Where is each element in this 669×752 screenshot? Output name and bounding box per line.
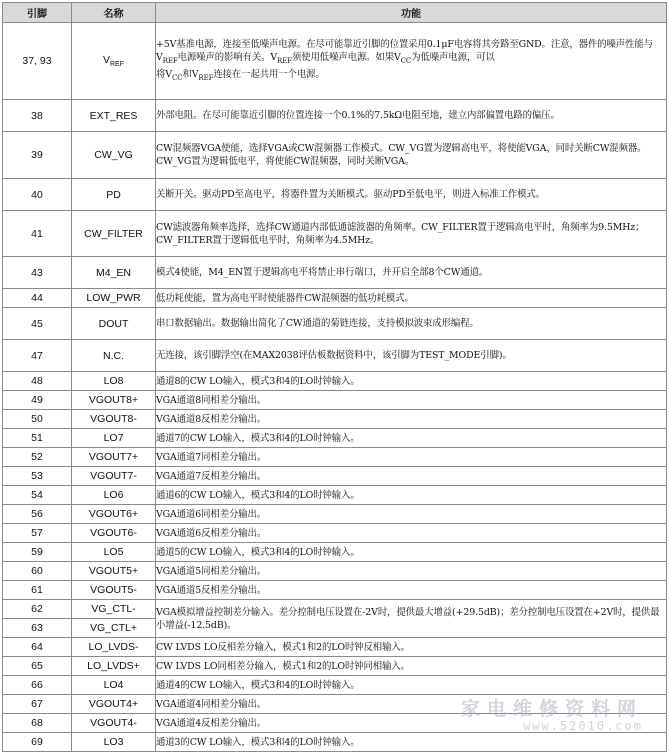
pin-name: VGOUT4- [72, 714, 156, 733]
pin-function: VGA通道7同相差分输出。 [156, 448, 667, 467]
pin-function: VGA通道7反相差分输出。 [156, 467, 667, 486]
pin-name: VGOUT8+ [72, 391, 156, 410]
pin-number: 68 [3, 714, 72, 733]
table-row [3, 562, 667, 581]
pin-name: $V_{REF}$ [72, 23, 156, 100]
pin-number: 41 [3, 211, 72, 257]
pin-name: VGOUT7+ [72, 448, 156, 467]
pin-function: VGA通道5同相差分输出。 [156, 562, 667, 581]
pin-number: 53 [3, 467, 72, 486]
pin-name: LO8 [72, 372, 156, 391]
table-row [3, 132, 667, 179]
pin-name: LOW_PWR [72, 289, 156, 308]
table-row [3, 448, 667, 467]
pin-number: 45 [3, 308, 72, 340]
pin-description-table [2, 2, 667, 752]
table-row [3, 524, 667, 543]
pin-function: 通道4的CW LO输入，模式3和4的LO时钟输入。 [156, 676, 667, 695]
watermark-title: 家电维修资料网 [460, 698, 643, 720]
header-function: 功能 [156, 3, 667, 23]
pin-name: VGOUT5- [72, 581, 156, 600]
pin-name: LO3 [72, 733, 156, 752]
pin-number: 69 [3, 733, 72, 752]
pin-function: CW滤波器角频率选择，选择CW通道内部低通滤波器的角频率。CW_FILTER置于逻辑高电平时，角频率为9.5MHz；CW_FILTER置于逻辑低电平时，角频率为4.5MHz。 [156, 211, 667, 257]
table-row [3, 372, 667, 391]
table-row [3, 340, 667, 372]
pin-number: 37, 93 [3, 23, 72, 100]
pin-function: 通道3的CW LO输入，模式3和4的LO时钟输入。 [156, 733, 667, 752]
header-name: 名称 [72, 3, 156, 23]
table-row [3, 733, 667, 752]
table-row [3, 581, 667, 600]
pin-number: 50 [3, 410, 72, 429]
pin-function: CW LVDS LO反相差分输入，模式1和2的LO时钟反相输入。 [156, 638, 667, 657]
pin-name: DOUT [72, 308, 156, 340]
table-row [3, 429, 667, 448]
header-pin: 引脚 [3, 3, 72, 23]
pin-name: N.C. [72, 340, 156, 372]
pin-name: CW_FILTER [72, 211, 156, 257]
pin-number: 51 [3, 429, 72, 448]
pin-name: LO7 [72, 429, 156, 448]
table-row [3, 486, 667, 505]
table-row [3, 23, 667, 100]
pin-number: 43 [3, 257, 72, 289]
table-header-row [3, 3, 667, 23]
table-row [3, 543, 667, 562]
table-row [3, 638, 667, 657]
table-row [3, 657, 667, 676]
table-row [3, 467, 667, 486]
pin-number: 64 [3, 638, 72, 657]
pin-function: VGA通道6同相差分输出。 [156, 505, 667, 524]
pin-function: VGA通道5反相差分输出。 [156, 581, 667, 600]
pin-number: 40 [3, 179, 72, 211]
pin-number: 65 [3, 657, 72, 676]
pin-number: 52 [3, 448, 72, 467]
pin-number: 63 [3, 619, 72, 638]
pin-function: VGA通道6反相差分输出。 [156, 524, 667, 543]
pin-name: LO_LVDS+ [72, 657, 156, 676]
pin-name: EXT_RES [72, 100, 156, 132]
pin-function: 串口数据输出。数据输出简化了CW通道的菊链连接，支持模拟波束成形编程。 [156, 308, 667, 340]
pin-number: 47 [3, 340, 72, 372]
pin-number: 61 [3, 581, 72, 600]
table-row [3, 308, 667, 340]
pin-name: LO6 [72, 486, 156, 505]
table-row [3, 714, 667, 733]
pin-number: 56 [3, 505, 72, 524]
pin-function: 通道5的CW LO输入，模式3和4的LO时钟输入。 [156, 543, 667, 562]
table-row [3, 100, 667, 132]
pin-number: 66 [3, 676, 72, 695]
pin-function: 通道7的CW LO输入，模式3和4的LO时钟输入。 [156, 429, 667, 448]
table-row [3, 695, 667, 714]
pin-name: VGOUT7- [72, 467, 156, 486]
pin-name: VG_CTL- [72, 600, 156, 619]
pin-function: 外部电阻。在尽可能靠近引脚的位置连接一个0.1%的7.5kΩ电阻至地，建立内部偏置电路的偏压。 [156, 100, 667, 132]
table-row [3, 257, 667, 289]
watermark-url: www.52010.com [523, 719, 643, 733]
pin-number: 57 [3, 524, 72, 543]
pin-function: 低功耗使能，置为高电平时使能器件CW混频器的低功耗模式。 [156, 289, 667, 308]
pin-name: VG_CTL+ [72, 619, 156, 638]
pin-name: LO_LVDS- [72, 638, 156, 657]
table-row [3, 391, 667, 410]
pin-number: 67 [3, 695, 72, 714]
pin-number: 48 [3, 372, 72, 391]
pin-function: CW LVDS LO同相差分输入，模式1和2的LO时钟同相输入。 [156, 657, 667, 676]
pin-function: 通道6的CW LO输入，模式3和4的LO时钟输入。 [156, 486, 667, 505]
pin-function: 通道8的CW LO输入，模式3和4的LO时钟输入。 [156, 372, 667, 391]
table-row [3, 289, 667, 308]
pin-name: VGOUT6+ [72, 505, 156, 524]
pin-number: 60 [3, 562, 72, 581]
pin-name: CW_VG [72, 132, 156, 179]
table-row [3, 600, 667, 619]
pin-function: 无连接，该引脚浮空(在MAX2038评估板数据资料中，该引脚为TEST_MODE引脚)。 [156, 340, 667, 372]
pin-function: VGA通道8同相差分输出。 [156, 391, 667, 410]
pin-name: LO4 [72, 676, 156, 695]
table-row [3, 211, 667, 257]
pin-function: CW混频器VGA使能，选择VGA或CW混频器工作模式。CW_VG置为逻辑高电平，将使能VGA，同时关断CW混频器。CW_VG置为逻辑低电平，将使能CW混频器，同时关断VGA。 [156, 132, 667, 179]
pin-name: VGOUT6- [72, 524, 156, 543]
pin-number: 38 [3, 100, 72, 132]
pin-function: VGA通道8反相差分输出。 [156, 410, 667, 429]
pin-function: 模式4使能，M4_EN置于逻辑高电平将禁止串行端口，并开启全部8个CW通道。 [156, 257, 667, 289]
pin-number: 39 [3, 132, 72, 179]
table-row [3, 179, 667, 211]
pin-number: 44 [3, 289, 72, 308]
pin-function: VGA通道4同相差分输出。 [156, 695, 667, 714]
table-row [3, 505, 667, 524]
pin-function: VGA通道4反相差分输出。 [156, 714, 667, 733]
pin-name: VGOUT4+ [72, 695, 156, 714]
pin-name: LO5 [72, 543, 156, 562]
pin-name: VGOUT5+ [72, 562, 156, 581]
pin-function: 关断开关。驱动PD至高电平，将器件置为关断模式。驱动PD至低电平，则进入标准工作模式。 [156, 179, 667, 211]
pin-number: 62 [3, 600, 72, 619]
pin-number: 49 [3, 391, 72, 410]
pin-name: PD [72, 179, 156, 211]
pin-function: VGA模拟增益控制差分输入。差分控制电压设置在-2V时，提供最大增益(+29.5dB)；差分控制电压设置在+2V时，提供最小增益(-12.5dB)。 [156, 600, 667, 638]
pin-number: 59 [3, 543, 72, 562]
pin-function: +5V基准电源，连接至低噪声电源。在尽可能靠近引脚的位置采用0.1μF电容将其旁路至GND。注意，器件的噪声性能与$V_{REF}$电源噪声的影响有关。$V_{REF}$须使用低噪声电源。如果$V_{CC}$为低噪声电源，可以 将$V_{CC}$和$V_{REF}$连接在一起共用一个电源。 [156, 23, 667, 100]
pin-number: 54 [3, 486, 72, 505]
table-row [3, 410, 667, 429]
table-row [3, 676, 667, 695]
pin-name: M4_EN [72, 257, 156, 289]
pin-name: VGOUT8- [72, 410, 156, 429]
